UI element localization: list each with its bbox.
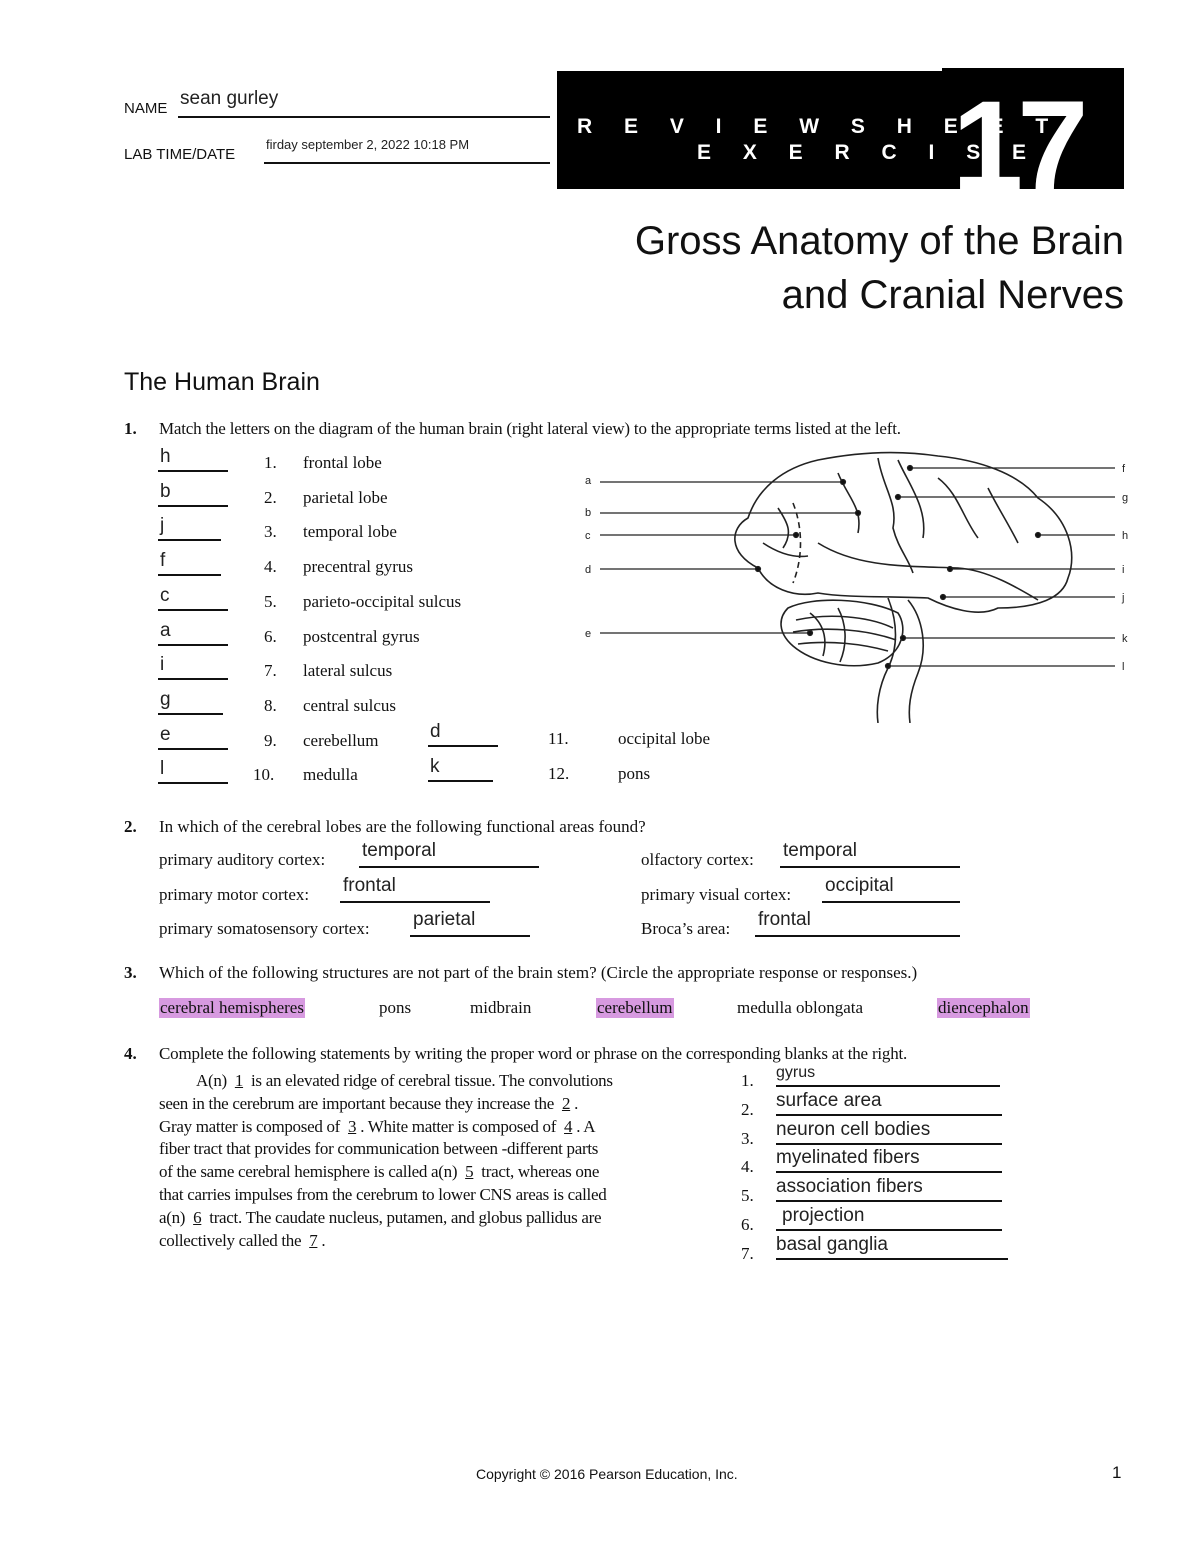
q3-option[interactable]: cerebral hemispheres (160, 998, 304, 1017)
q4-text-segment: . (321, 1230, 326, 1250)
q4-paragraph-line (159, 1117, 595, 1137)
q1-answer[interactable]: i (160, 654, 165, 676)
q1-item-term: pons (618, 763, 651, 783)
q3-option[interactable]: pons (379, 998, 412, 1017)
q2-right-answer[interactable]: temporal (783, 840, 857, 861)
diagram-label: l (1122, 661, 1125, 673)
q4-text-segment: . White matter is composed of (360, 1116, 561, 1136)
q4-text-segment: collectively called the (159, 1230, 306, 1250)
q1-answer-line (158, 609, 228, 611)
q4-answer-value[interactable]: myelinated fibers (776, 1147, 920, 1169)
q4-answer-value[interactable]: basal ganglia (776, 1233, 888, 1255)
q1-item-term: frontal lobe (303, 453, 382, 472)
q4-paragraph-line (159, 1185, 606, 1205)
diagram-label: b (585, 507, 592, 519)
title-line-1: Gross Anatomy of the Brain (634, 219, 1124, 263)
name-line (178, 116, 550, 118)
q4-blank-ref: 1 (234, 1071, 244, 1090)
q4-blank-ref: 6 (193, 1207, 202, 1227)
q4-blank-ref: 3 (348, 1116, 357, 1136)
q3-prompt: Which of the following structures are not part of the brain stem? (Circle the appropriate response or responses.) (159, 963, 918, 982)
q4-text-segment: fiber tract that provides for communication between -different parts (159, 1139, 599, 1159)
q2-right-line (780, 866, 960, 868)
q1-answer[interactable]: l (160, 758, 165, 780)
q1-answer[interactable]: j (160, 515, 165, 537)
diagram-label: c (585, 530, 591, 542)
q4-answer-line (776, 1143, 1002, 1145)
q1-answer[interactable]: f (160, 550, 166, 572)
q4-blank-ref: 7 (309, 1230, 318, 1250)
q1-answer[interactable]: a (160, 619, 171, 641)
q4-paragraph-line (196, 1071, 613, 1091)
q1-item-number: 6. (264, 626, 277, 646)
q4-answer-number: 1. (741, 1071, 754, 1090)
q1-prompt: Match the letters on the diagram of the human brain (right lateral view) to the appropriate terms listed at the left. (159, 419, 901, 438)
diagram-label-group (585, 463, 1128, 673)
diagram-label: k (1122, 633, 1128, 645)
q2-right-label: primary visual cortex: (641, 885, 792, 904)
q2-left-label: primary somatosensory cortex: (159, 919, 370, 938)
q4-answer-number: 6. (741, 1215, 754, 1234)
exercise-number: 17 (952, 75, 1083, 218)
q4-answer-line (776, 1114, 1002, 1116)
q4-answer-value[interactable]: gyrus (776, 1064, 816, 1081)
q1-item-number: 5. (264, 591, 277, 611)
q4-text-segment: that carries impulses from the cerebrum to lower CNS areas is called (159, 1185, 607, 1204)
q1-item-number: 3. (264, 522, 277, 542)
q1-item-number: 7. (264, 661, 277, 681)
q2-left-line (410, 935, 530, 937)
q4-paragraph-line (159, 1139, 598, 1159)
q1-item-number: 4. (264, 557, 277, 577)
q1-answer[interactable]: b (160, 480, 171, 502)
q4-paragraph-line (159, 1208, 601, 1228)
q1-answer-line (428, 780, 493, 782)
q1-item-term: occipital lobe (618, 729, 711, 748)
q1-answer-line (158, 782, 228, 784)
q4-text-segment: tract, whereas one (477, 1162, 600, 1182)
q1-answer-line (158, 505, 228, 507)
q4-answer-line (776, 1200, 1002, 1202)
q4-answer-number: 4. (741, 1157, 754, 1177)
q4-number: 4. (124, 1044, 137, 1063)
brain-diagram (578, 448, 1138, 723)
q4-answer-value[interactable]: projection (782, 1205, 865, 1226)
q2-right-answer[interactable]: occipital (825, 875, 894, 896)
name-value[interactable]: sean gurley (180, 88, 279, 109)
q1-answer-line (158, 539, 221, 541)
q1-item-number: 9. (264, 730, 277, 750)
q4-text-segment: Gray matter is composed of (159, 1116, 344, 1136)
q1-item-number: 12. (548, 763, 570, 783)
q2-right-answer[interactable]: frontal (758, 909, 811, 930)
q4-answer-line (776, 1171, 1002, 1173)
q4-text-segment: tract. The caudate nucleus, putamen, and globus pallidus are (205, 1207, 602, 1227)
q3-option[interactable]: medulla oblongata (737, 998, 864, 1017)
q1-item-number: 2. (264, 487, 277, 507)
q1-item-term: parieto-occipital sulcus (303, 591, 462, 611)
q4-text-segment: . A (576, 1116, 596, 1136)
q4-text-segment: a(n) (159, 1207, 190, 1227)
q4-prompt: Complete the following statements by writing the proper word or phrase on the corresponding blanks at the right. (159, 1044, 908, 1063)
q3-option[interactable]: midbrain (470, 998, 532, 1017)
q4-text-segment: of the same cerebral hemisphere is called a(n) (159, 1162, 462, 1182)
q4-answer-number: 3. (741, 1128, 754, 1148)
q1-answer[interactable]: h (160, 446, 171, 467)
q4-answer-number: 2. (741, 1099, 754, 1119)
q2-right-line (822, 901, 960, 903)
q4-text-segment: . (574, 1093, 579, 1113)
diagram-label: f (1122, 463, 1126, 475)
q2-number: 2. (124, 817, 137, 836)
q2-left-answer[interactable]: parietal (413, 909, 476, 930)
diagram-label: e (585, 628, 592, 640)
cerebrum-outline (735, 453, 1072, 613)
diagram-label: d (585, 564, 592, 576)
diagram-label: j (1122, 592, 1125, 604)
q1-answer[interactable]: e (160, 723, 171, 745)
q4-answer-number: 7. (741, 1243, 754, 1263)
q2-right-line (755, 935, 960, 937)
q1-item-term: central sulcus (303, 695, 396, 715)
q3-number: 3. (124, 963, 137, 982)
q4-answer-number: 5. (741, 1186, 754, 1206)
labtime-line (264, 162, 550, 164)
q3-option[interactable]: cerebellum (597, 998, 673, 1017)
section-heading: The Human Brain (124, 368, 320, 396)
q1-item-number: 8. (264, 695, 277, 715)
q2-right-label: olfactory cortex: (641, 850, 754, 869)
q4-blank-ref: 4 (564, 1116, 573, 1136)
q1-answer-line (158, 748, 228, 750)
q1-item-term: cerebellum (303, 730, 379, 750)
q1-answer-line (428, 745, 498, 747)
q1-item-term: lateral sulcus (303, 661, 393, 681)
q4-answer-line (776, 1085, 1000, 1087)
q1-answer-line (158, 713, 223, 715)
q3-option[interactable]: diencephalon (938, 998, 1029, 1017)
q1-item-term: precentral gyrus (303, 557, 413, 577)
q2-left-line (340, 901, 490, 903)
q4-answer-value[interactable]: neuron cell bodies (776, 1118, 931, 1140)
q4-text-segment: A(n) (196, 1071, 231, 1090)
q1-item-number: 1. (264, 453, 277, 472)
q1-item-term: parietal lobe (303, 487, 388, 507)
q2-prompt: In which of the cerebral lobes are the following functional areas found? (159, 817, 646, 836)
labtime-value[interactable]: firday september 2, 2022 10:18 PM (266, 137, 470, 152)
q4-paragraph-line (159, 1094, 578, 1114)
q2-left-line (359, 866, 539, 868)
q2-left-answer[interactable]: frontal (343, 875, 396, 896)
q1-answer-line (158, 644, 228, 646)
q1-item-term: temporal lobe (303, 522, 397, 542)
q1-answer[interactable]: c (160, 584, 170, 606)
diagram-label: i (1122, 564, 1125, 576)
q4-paragraph-line (159, 1231, 325, 1251)
q2-left-label: primary motor cortex: (159, 885, 310, 904)
q1-answer[interactable]: k (430, 755, 440, 777)
q1-item-number: 11. (548, 729, 569, 748)
review-sheet-text: R E V I E W S H E E T (577, 115, 1062, 138)
exercise-text: E X E R C I S E (697, 141, 1040, 164)
page-number: 1 (1112, 1463, 1122, 1482)
diagram-label: g (1122, 492, 1129, 504)
q1-item-number: 10. (253, 765, 275, 785)
q1-item-term: postcentral gyrus (303, 626, 420, 646)
q4-answer-value[interactable]: surface area (776, 1089, 882, 1111)
q1-number: 1. (124, 419, 137, 438)
q2-right-label: Broca’s area: (641, 919, 731, 938)
q4-text-segment: is an elevated ridge of cerebral tissue. The convolutions (247, 1071, 613, 1090)
copyright: Copyright © 2016 Pearson Education, Inc. (476, 1466, 738, 1482)
q4-answer-line (776, 1229, 1002, 1231)
q4-answer-line (776, 1258, 1008, 1260)
q4-answer-value[interactable]: association fibers (776, 1176, 923, 1198)
q1-answer[interactable]: d (430, 721, 441, 742)
page-title (635, 214, 1124, 322)
title-line-2: and Cranial Nerves (781, 273, 1124, 317)
q1-answer-line (158, 470, 228, 472)
labtime-label: LAB TIME/DATE (124, 146, 236, 163)
q2-left-label: primary auditory cortex: (159, 850, 326, 869)
q4-text-segment: seen in the cerebrum are important because they increase the (159, 1093, 558, 1113)
q1-answer-line (158, 574, 221, 576)
diagram-label: a (585, 475, 592, 487)
q1-item-term: medulla (303, 765, 358, 785)
diagram-label: h (1122, 530, 1129, 542)
q4-paragraph-line (159, 1162, 599, 1182)
q4-blank-ref: 2 (561, 1093, 571, 1113)
q4-blank-ref: 5 (465, 1162, 474, 1182)
q1-answer-line (158, 678, 228, 680)
q1-answer[interactable]: g (160, 688, 171, 710)
q2-left-answer[interactable]: temporal (362, 840, 436, 861)
name-label: NAME (124, 100, 168, 117)
